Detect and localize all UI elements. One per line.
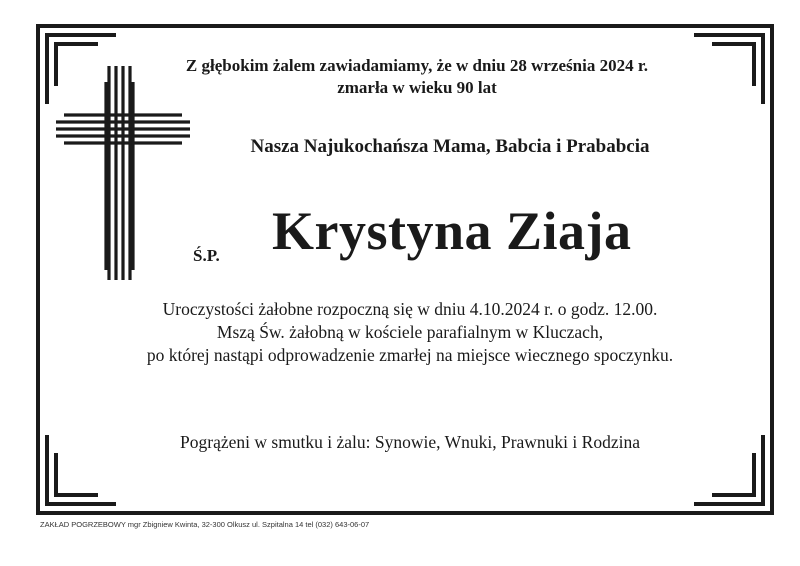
mourners-line: Pogrążeni w smutku i żalu: Synowie, Wnuki, Prawnuki i Rodzina (180, 432, 640, 452)
sp-prefix: Ś.P. (193, 246, 220, 265)
ceremony-line-1: Uroczystości żałobne rozpoczną się w dniu 4.10.2024 r. o godz. 12.00. (162, 299, 658, 319)
announcement-intro (112, 55, 722, 99)
deceased-name: Krystyna Ziaja (272, 201, 632, 261)
ceremony-line-3: po której nastąpi odprowadzenie zmarłej na miejsce wiecznego spoczynku. (146, 345, 674, 365)
corner-ornament-bottom-left-icon (36, 435, 116, 515)
ceremony-info (105, 298, 715, 367)
intro-line-1: Z głębokim żalem zawiadamiamy, że w dniu 28 września 2024 r. (185, 56, 649, 75)
intro-line-2: zmarła w wieku 90 lat (337, 78, 497, 97)
ceremony-line-2: Mszą Św. żałobną w kościele parafialnym w Kluczach, (216, 322, 604, 342)
funeral-home-footer: ZAKŁAD POGRZEBOWY mgr Zbigniew Kwinta, 32-300 Olkusz ul. Szpitalna 14 tel (032) 643-06-07 (40, 520, 370, 529)
relation-line: Nasza Najukochańsza Mama, Babcia i Prababcia (250, 136, 650, 157)
